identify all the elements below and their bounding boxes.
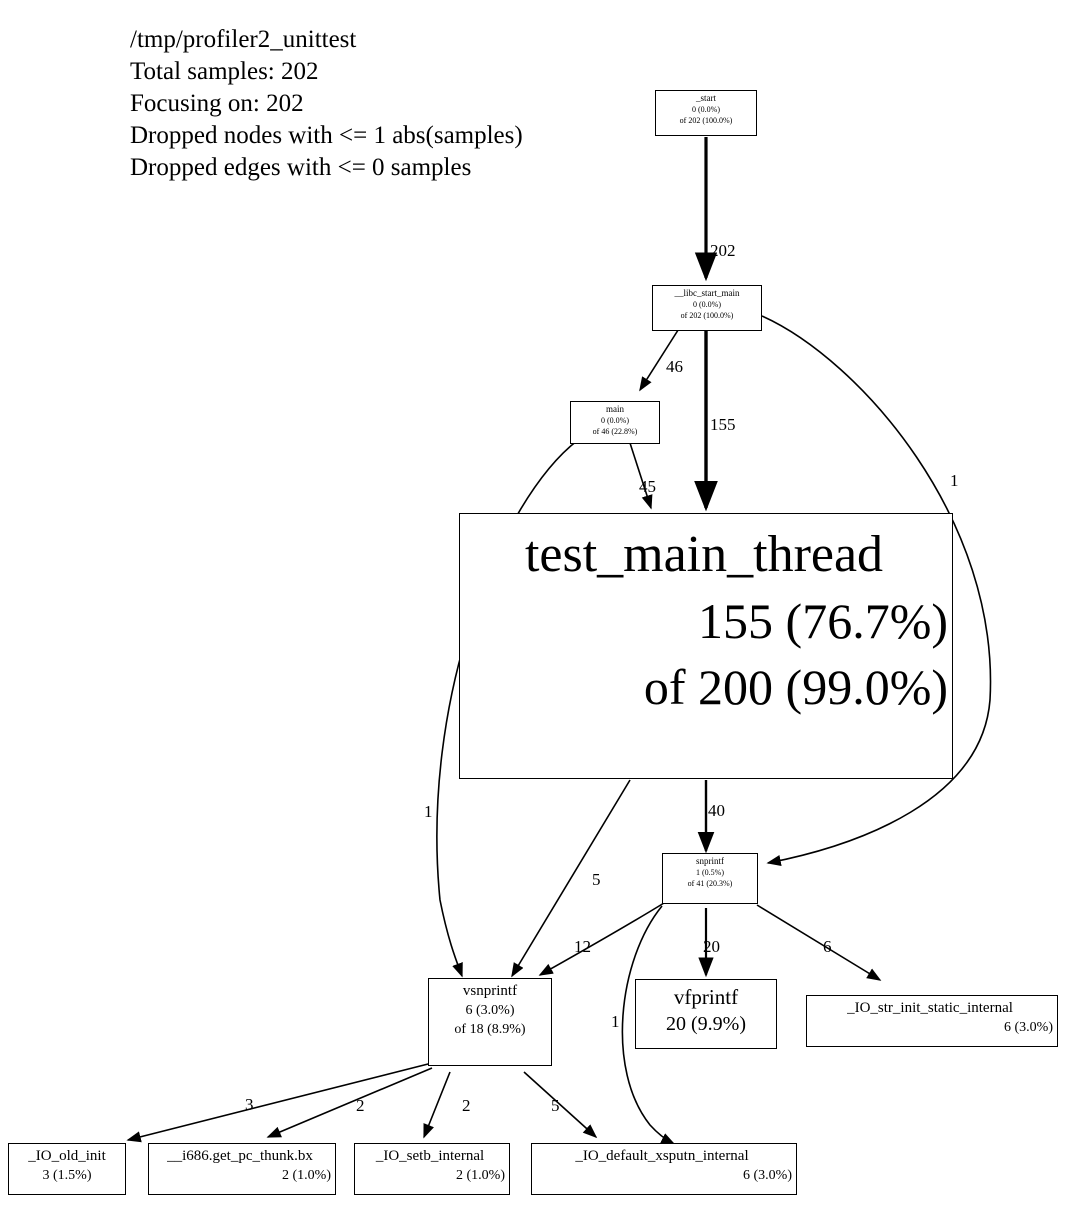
- graph-header: [130, 24, 523, 184]
- edge-label-snprintf-vfprintf: 20: [703, 937, 720, 956]
- edge-label-snprintf-vsnprintf: 12: [574, 937, 591, 956]
- node-self-samples: 6 (3.0%): [1004, 1020, 1053, 1035]
- node-total-samples: of 200 (99.0%): [643, 659, 948, 715]
- node-self-samples: 0 (0.0%): [692, 105, 720, 114]
- node-__libc_start_main[interactable]: [652, 285, 762, 331]
- node-self-samples: 2 (1.0%): [456, 1168, 505, 1183]
- node-self-samples: 0 (0.0%): [693, 300, 721, 309]
- node-vsnprintf[interactable]: [428, 978, 552, 1066]
- node-_start[interactable]: [655, 90, 757, 136]
- node-__i686-get_pc_thunk-bx[interactable]: [148, 1143, 336, 1195]
- node-_IO_old_init[interactable]: [8, 1143, 126, 1195]
- node-_IO_str_init_static_internal[interactable]: [806, 995, 1058, 1047]
- edge-label-vsnprintf-iosetb: 2: [462, 1096, 471, 1115]
- header-dropped-edges: Dropped edges with <= 0 samples: [130, 154, 472, 181]
- node-snprintf[interactable]: [662, 853, 758, 904]
- node-label: _IO_setb_internal: [375, 1148, 485, 1164]
- node-total-samples: of 202 (100.0%): [679, 116, 733, 125]
- node-label: vsnprintf: [462, 983, 518, 999]
- node-_IO_setb_internal[interactable]: [354, 1143, 510, 1195]
- node-label: __i686.get_pc_thunk.bx: [167, 1148, 313, 1164]
- node-self-samples: 1 (0.5%): [696, 868, 724, 877]
- edge-label-libc-testmain: 155: [710, 415, 736, 434]
- edge-label-libc-main: 46: [666, 357, 683, 376]
- edge-label-snprintf-xsputn: 1: [611, 1012, 620, 1031]
- edge-label-libc-snprintf: 1: [950, 471, 959, 490]
- node-self-samples: 155 (76.7%): [698, 593, 948, 649]
- node-label: snprintf: [696, 856, 724, 866]
- header-dropped-nodes: Dropped nodes with <= 1 abs(samples): [130, 122, 523, 149]
- edge-label-main-vsnprintf: 1: [424, 802, 433, 821]
- node-label: _IO_old_init: [28, 1148, 106, 1164]
- node-label: __libc_start_main: [674, 288, 740, 298]
- header-focusing-on: Focusing on: 202: [130, 90, 304, 117]
- node-label: vfprintf: [673, 985, 739, 1009]
- node-label: _start: [696, 93, 716, 103]
- node-self-samples: 2 (1.0%): [282, 1168, 331, 1183]
- node-label: _IO_default_xsputn_internal: [575, 1148, 749, 1164]
- node-test_main_thread[interactable]: [459, 513, 953, 779]
- edge-label-snprintf-iostrinit: 6: [823, 937, 832, 956]
- node-_IO_default_xsputn_internal[interactable]: [531, 1143, 797, 1195]
- node-label: main: [606, 404, 624, 414]
- header-profile-path: /tmp/profiler2_unittest: [130, 26, 357, 53]
- edge-label-main-testmain: 45: [639, 477, 656, 496]
- node-total-samples: of 46 (22.8%): [592, 427, 638, 436]
- node-main[interactable]: [570, 401, 660, 444]
- node-self-samples: 6 (3.0%): [465, 1003, 515, 1018]
- edge-label-vsnprintf-ioldinit: 3: [245, 1095, 254, 1114]
- edge-label-start-libc: 202: [710, 241, 736, 260]
- edge-label-testmain-vsnprintf: 5: [592, 870, 601, 889]
- node-vfprintf[interactable]: [635, 979, 777, 1049]
- node-total-samples: of 202 (100.0%): [680, 311, 734, 320]
- node-self-samples: 20 (9.9%): [666, 1013, 746, 1035]
- node-total-samples: of 18 (8.9%): [454, 1022, 526, 1037]
- node-label: test_main_thread: [524, 526, 884, 583]
- node-total-samples: of 41 (20.3%): [687, 879, 733, 888]
- node-self-samples: 0 (0.0%): [601, 416, 629, 425]
- node-self-samples: 6 (3.0%): [743, 1168, 792, 1183]
- edge-label-testmain-snprintf: 40: [708, 801, 725, 820]
- node-label: _IO_str_init_static_internal: [847, 1000, 1013, 1016]
- header-total-samples: Total samples: 202: [130, 58, 319, 85]
- edge-label-vsnprintf-xsputn: 5: [551, 1096, 560, 1115]
- edge-label-vsnprintf-thunk: 2: [356, 1096, 365, 1115]
- node-self-samples: 3 (1.5%): [42, 1168, 92, 1183]
